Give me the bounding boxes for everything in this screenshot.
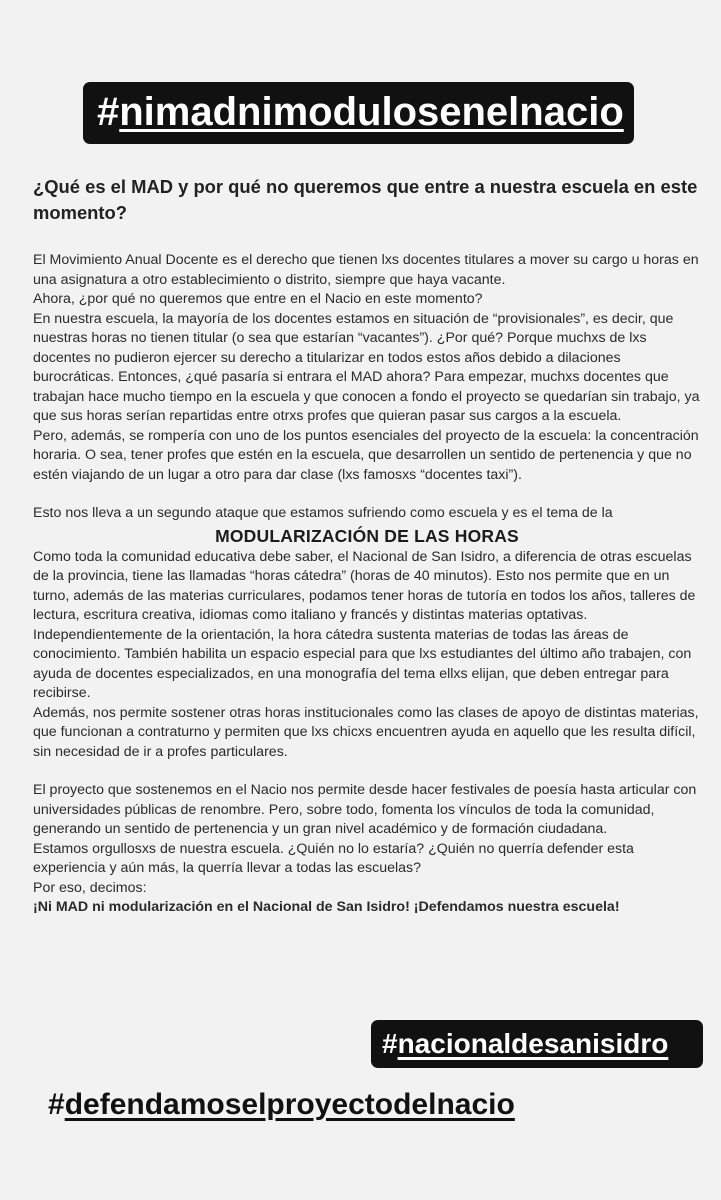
- hashtag-sticker-middle[interactable]: [371, 1020, 703, 1068]
- paragraph: Además, nos permite sostener otras horas institucionales como las clases de apoyo de distintas materias, que funcionan a contraturno y permiten que lxs chicxs encuentren ayuda en aquello que les resulta difícil, sin necesidad de ir a profes particulares.: [33, 704, 699, 760]
- hashtag-sticker-top[interactable]: [83, 82, 634, 144]
- hashtag-text: nacionaldesanisidro: [397, 1028, 669, 1059]
- paragraph: En nuestra escuela, la mayoría de los docentes estamos en situación de “provisionales”, es decir, que nuestras horas no tienen titular (o sea que estarían “vacantes”). ¿Por qué? Porque muchxs de lxs docentes no pudieron ejercer su derecho a titularizar en todos estos años debido a dilaciones burocráticas. Entonces, ¿qué pasaría si entrara el MAD ahora? Para empezar, muchxs docentes que trabajan hace mucho tiempo en la escuela y que conocen a fondo el proyecto se quedarían sin trabajo, ya que sus horas serían repartidas entre otrxs profes que quieran pasar sus cargos a la escuela.: [33, 310, 700, 424]
- hashtag-symbol: #: [48, 1088, 65, 1121]
- paragraph: El Movimiento Anual Docente es el derecho que tienen lxs docentes titulares a mover su cargo u horas en una asignatura a otro establecimiento o distrito, siempre que haya vacante.: [33, 252, 699, 288]
- paragraph: Como toda la comunidad educativa debe saber, el Nacional de San Isidro, a diferencia de otras escuelas de la provincia, tiene las llamadas “horas cátedra” (horas de 40 minutos). Esto nos permite que en un turno, además de las materias curriculares, podamos tener horas de tutoría en todos los años, talleres de lectura, escritura creativa, idiomas como italiano y francés y distintas materias optativas. Independientemente de la orientación, la hora cátedra sustenta materias de todas las áreas de conocimiento. También habilita un espacio especial para que lxs estudiantes del último año trabajen, con ayuda de docentes especializados, en una monografía del tema ellxs elijan, que deben entregar para recibirse.: [33, 548, 696, 701]
- section-mad: [33, 251, 701, 524]
- paragraph: Estamos orgullosxs de nuestra escuela. ¿Quién no lo estaría? ¿Quién no querría defender esta experiencia y aún más, la querría llevar a todas las escuelas?: [33, 840, 634, 876]
- hashtag-text: defendamoselproyectodelnacio: [64, 1088, 515, 1121]
- hashtag-text: nimadnimodulosenelnacio: [119, 90, 624, 134]
- closing-statement: ¡Ni MAD ni modularización en el Nacional de San Isidro! ¡Defendamos nuestra escuela!: [33, 899, 620, 915]
- hashtag-symbol: #: [382, 1028, 398, 1059]
- document-page: [33, 174, 701, 918]
- paragraph: El proyecto que sostenemos en el Nacio nos permite desde hacer festivales de poesía hasta articular con universidades públicas de renombre. Pero, sobre todo, fomenta los vínculos de toda la comunidad, generando un sentido de pertenencia y un gran nivel académico y de formación ciudadana.: [33, 782, 697, 837]
- paragraph: Ahora, ¿por qué no queremos que entre en el Nacio en este momento?: [33, 291, 483, 307]
- hashtag-sticker-bottom[interactable]: [40, 1080, 530, 1130]
- paragraph: Esto nos lleva a un segundo ataque que estamos sufriendo como escuela y es el tema de la: [33, 505, 613, 521]
- section-heading: MODULARIZACIÓN DE LAS HORAS: [215, 525, 519, 546]
- paragraph: Por eso, decimos:: [33, 879, 147, 896]
- document-question-title: ¿Qué es el MAD y por qué no queremos que entre a nuestra escuela en este momento?: [33, 176, 698, 223]
- paragraph: Pero, además, se rompería con uno de los puntos esenciales del proyecto de la escuela: la concentración horaria. O sea, tener profes que estén en la escuela, que desarrollen un sentido de pertenencia y que no estén viajando de un lugar a otro para dar clase (lxs famosxs “docentes taxi”).: [33, 427, 699, 483]
- hashtag-symbol: #: [97, 90, 120, 134]
- section-modularizacion: [33, 548, 701, 918]
